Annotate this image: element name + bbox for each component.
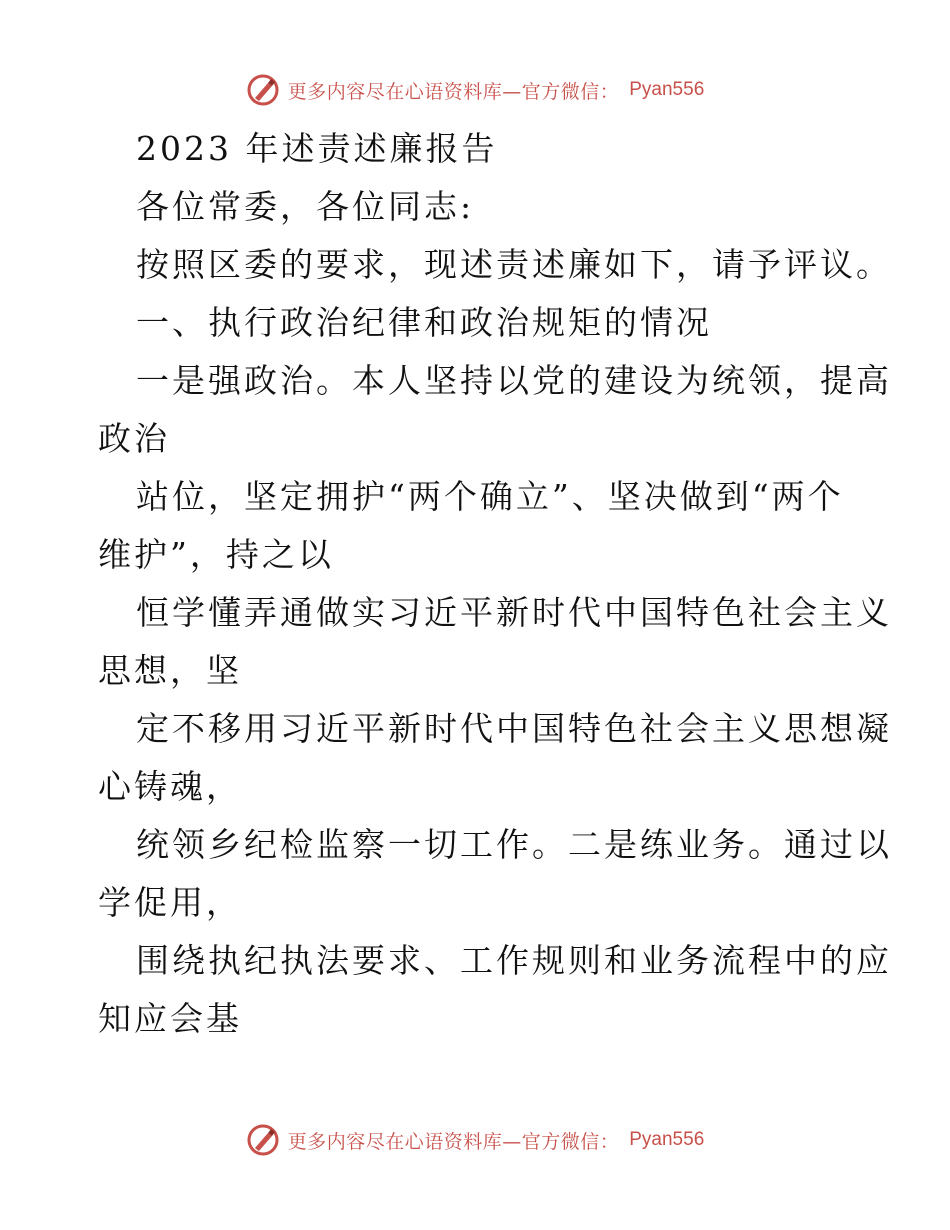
document-line: 学促用， xyxy=(98,883,242,922)
document-line: 统领乡纪检监察一切工作。二是练业务。通过以 xyxy=(136,825,892,864)
document-line: 维护”，持之以 xyxy=(98,535,334,574)
document-line: 按照区委的要求，现述责述廉如下，请予评议。 xyxy=(136,245,892,284)
document-line: 恒学懂弄通做实习近平新时代中国特色社会主义 xyxy=(136,593,892,632)
watermark-text: 更多内容尽在心语资料库—官方微信： xyxy=(287,1130,620,1153)
watermark-id: Pyan556 xyxy=(629,79,705,100)
document-line: 知应会基 xyxy=(98,999,242,1038)
document-line: 思想，坚 xyxy=(98,651,242,690)
pen-logo-icon xyxy=(246,73,280,107)
document-body xyxy=(98,120,892,1048)
document-line: 一、执行政治纪律和政治规矩的情况 xyxy=(136,303,712,342)
document-line: 定不移用习近平新时代中国特色社会主义思想凝 xyxy=(136,709,892,748)
document-line: 2023 年述责述廉报告 xyxy=(136,129,498,168)
header-watermark xyxy=(0,70,950,110)
document-line: 一是强政治。本人坚持以党的建设为统领，提高 xyxy=(136,361,892,400)
footer-watermark xyxy=(0,1120,950,1160)
watermark-text: 更多内容尽在心语资料库—官方微信： xyxy=(287,80,620,103)
document-line: 站位，坚定拥护“两个确立”、坚决做到“两个 xyxy=(136,477,844,516)
pen-logo-icon xyxy=(246,1123,280,1157)
document-line: 政治 xyxy=(98,419,170,458)
document-line: 心铸魂， xyxy=(98,767,242,806)
document-line: 围绕执纪执法要求、工作规则和业务流程中的应 xyxy=(136,941,892,980)
document-line: 各位常委，各位同志: xyxy=(136,187,475,226)
watermark-id: Pyan556 xyxy=(629,1129,705,1150)
